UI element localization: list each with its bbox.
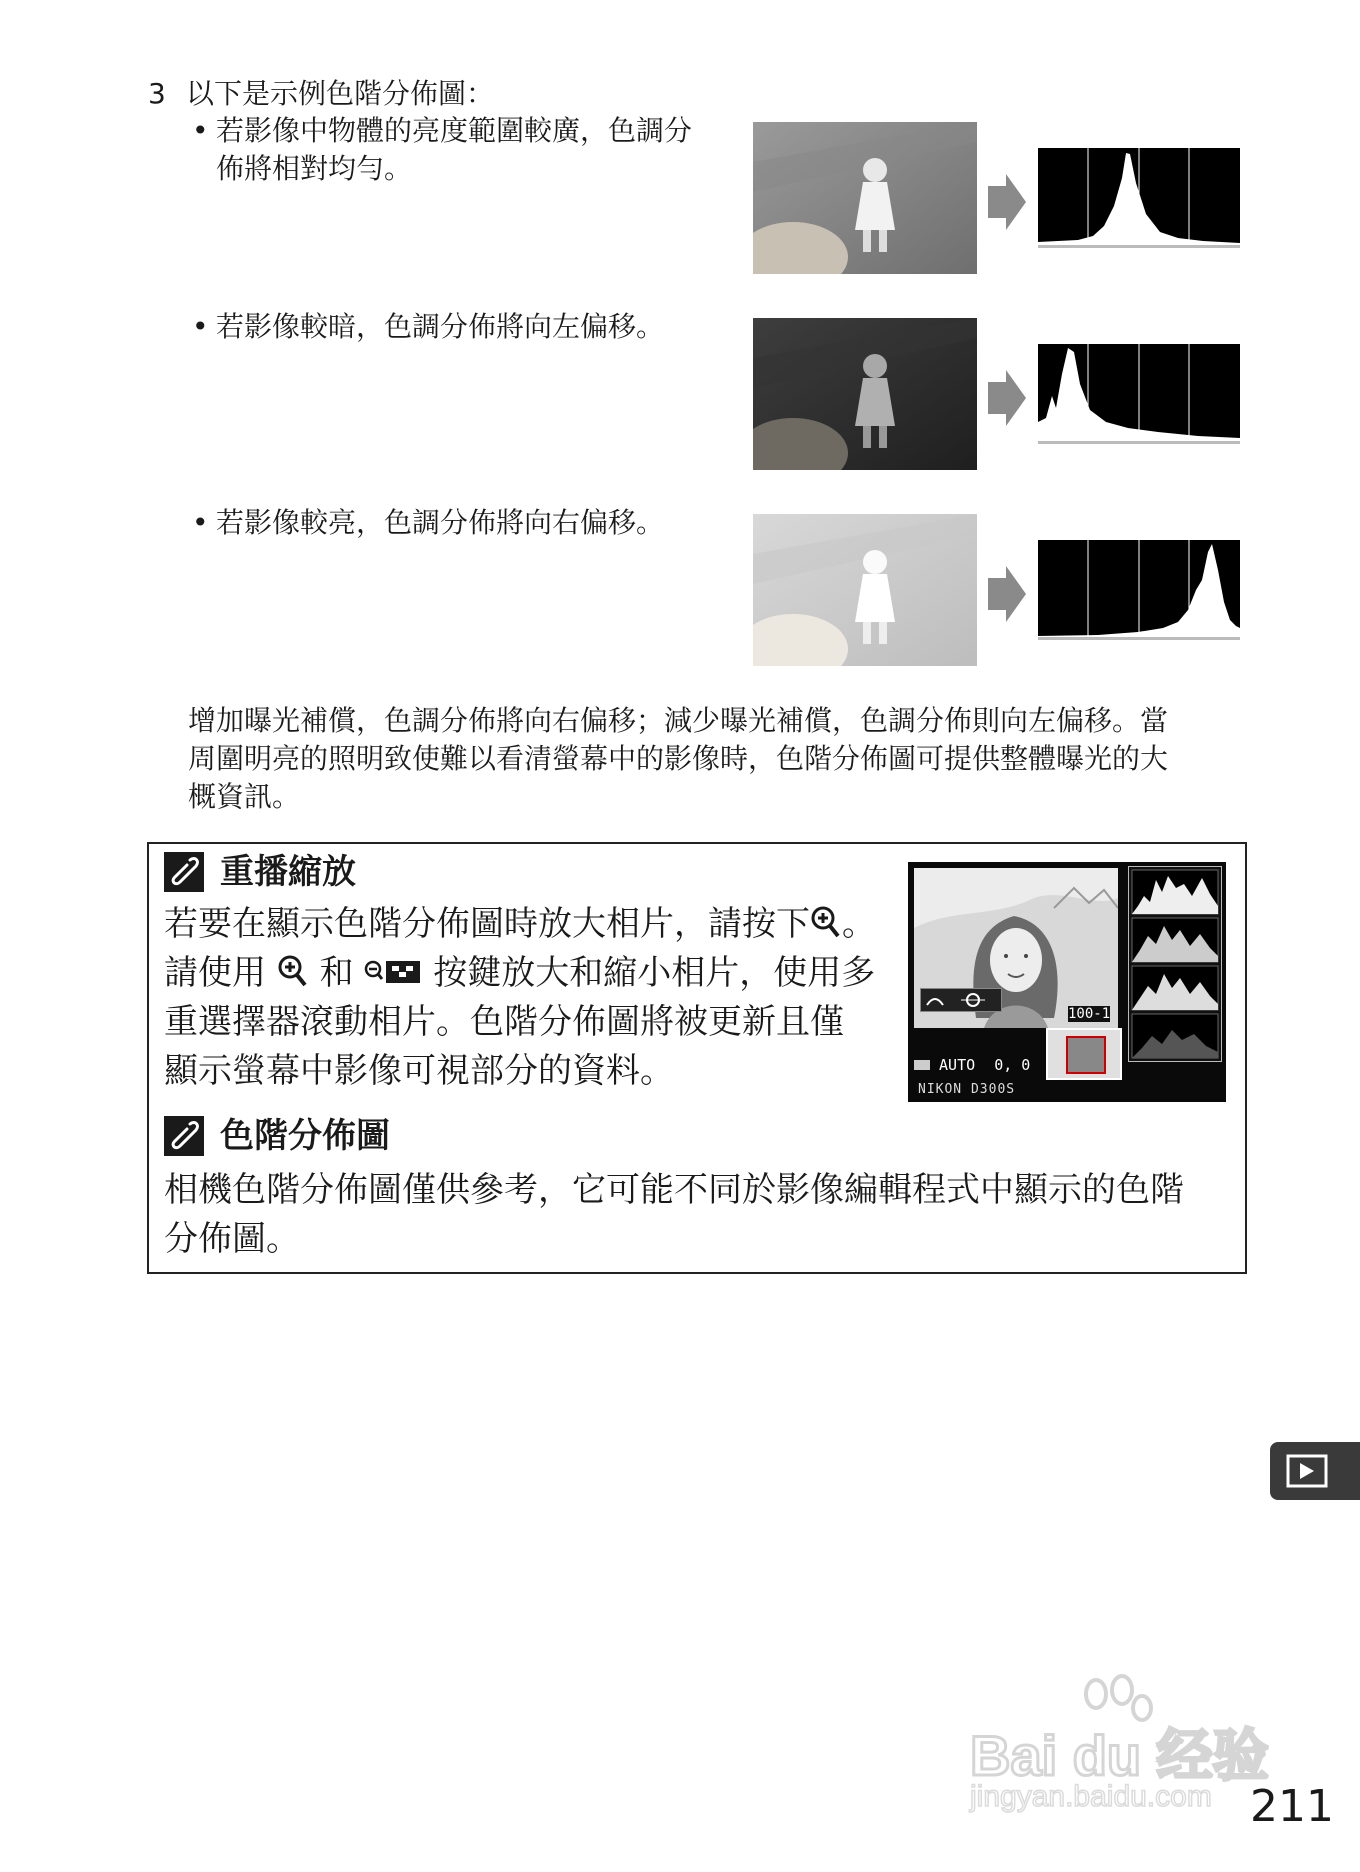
camera-monitor bbox=[908, 862, 1226, 1102]
white-balance-readout bbox=[914, 1056, 1030, 1074]
bullet-dot: • bbox=[192, 310, 209, 343]
playback-zoom-indicator bbox=[920, 988, 1002, 1012]
bullet-line: 若影像較亮，色調分佈將向右偏移。 bbox=[216, 506, 665, 539]
sample-photo-bright bbox=[753, 514, 977, 666]
bullet-line: 若影像中物體的亮度範圍較廣，色調分 bbox=[216, 114, 693, 147]
histogram-red bbox=[1132, 918, 1218, 962]
magnifier-plus-icon bbox=[810, 905, 842, 939]
paragraph-line: 概資訊。 bbox=[188, 780, 301, 813]
arrow-right-icon bbox=[984, 368, 1028, 428]
bullet-dot: • bbox=[192, 114, 209, 147]
arrow-right-icon bbox=[984, 564, 1028, 624]
note-text: 。 bbox=[842, 904, 876, 944]
page-number: 211 bbox=[1250, 1781, 1334, 1832]
playback-section-tab[interactable] bbox=[1270, 1442, 1360, 1500]
histogram-bright bbox=[1038, 540, 1240, 640]
note-line: 分佈圖。 bbox=[164, 1219, 300, 1259]
histogram-green bbox=[1132, 966, 1218, 1010]
step-intro: 以下是示例色階分佈圖： bbox=[186, 77, 495, 110]
histogram-normal bbox=[1038, 148, 1240, 248]
note-body-histogram bbox=[164, 1166, 1234, 1264]
exposure-paragraph bbox=[188, 702, 1240, 816]
wb-mode: AUTO bbox=[939, 1056, 976, 1074]
note-line: 相機色階分佈圖僅供參考，它可能不同於影像編輯程式中顯示的色階 bbox=[164, 1170, 1184, 1210]
watermark-url: jingyan.baidu.com bbox=[970, 1780, 1212, 1813]
note-text: 和 bbox=[319, 953, 354, 993]
histogram-blue bbox=[1132, 1014, 1218, 1058]
paragraph-line: 周圍明亮的照明致使難以看清螢幕中的影像時，色階分佈圖可提供整體曝光的大 bbox=[188, 742, 1169, 775]
wb-values: 0, 0 bbox=[994, 1056, 1031, 1074]
note-line bbox=[164, 900, 904, 949]
file-number: 100-1 bbox=[1068, 1006, 1111, 1022]
step-number: 3 bbox=[148, 77, 166, 110]
magnifier-plus-icon bbox=[277, 954, 309, 988]
visible-area-frame bbox=[1066, 1036, 1106, 1074]
camera-model: NIKON D300S bbox=[918, 1082, 1016, 1097]
sample-photo-normal bbox=[753, 122, 977, 274]
rgb-histograms bbox=[1128, 866, 1222, 1062]
note-body-zoom bbox=[164, 900, 904, 1096]
note-title-zoom: 重播縮放 bbox=[220, 852, 356, 892]
bullet-item-bright bbox=[192, 504, 665, 542]
note-text: 若要在顯示色階分佈圖時放大相片，請按下 bbox=[164, 904, 810, 944]
note-line: 顯示螢幕中影像可視部分的資料。 bbox=[164, 1051, 674, 1091]
arrow-right-icon bbox=[984, 172, 1028, 232]
baidu-watermark bbox=[966, 1672, 1286, 1822]
bullet-item-dark bbox=[192, 308, 665, 346]
sample-photo-dark bbox=[753, 318, 977, 470]
playback-tab-icon bbox=[1286, 1454, 1328, 1488]
histogram-luminance bbox=[1132, 870, 1218, 914]
paragraph-line: 增加曝光補償，色調分佈將向右偏移；減少曝光補償，色調分佈則向左偏移。當 bbox=[188, 704, 1169, 737]
thumbnail-navigator bbox=[1046, 1028, 1122, 1080]
magnifier-minus-checker-icon bbox=[364, 957, 422, 987]
bullet-dot: • bbox=[192, 506, 209, 539]
zoom-navigation-icon bbox=[921, 989, 1001, 1011]
step-heading bbox=[148, 76, 494, 112]
wb-icon bbox=[914, 1060, 930, 1070]
histogram-dark bbox=[1038, 344, 1240, 444]
bullet-item-wide-range bbox=[192, 112, 693, 188]
note-line: 重選擇器滾動相片。色階分佈圖將被更新且僅 bbox=[164, 1002, 844, 1042]
bullet-line: 若影像較暗，色調分佈將向左偏移。 bbox=[216, 310, 665, 343]
bullet-line: 佈將相對均勻。 bbox=[216, 152, 413, 185]
note-text: 請使用 bbox=[164, 953, 266, 993]
pencil-note-icon bbox=[164, 1116, 204, 1156]
note-line bbox=[164, 949, 904, 998]
note-text: 按鍵放大和縮小相片，使用多 bbox=[433, 953, 876, 993]
watermark-brand: Bai du 经验 bbox=[970, 1724, 1269, 1787]
note-title-histogram: 色階分佈圖 bbox=[220, 1116, 390, 1156]
pencil-note-icon bbox=[164, 852, 204, 892]
